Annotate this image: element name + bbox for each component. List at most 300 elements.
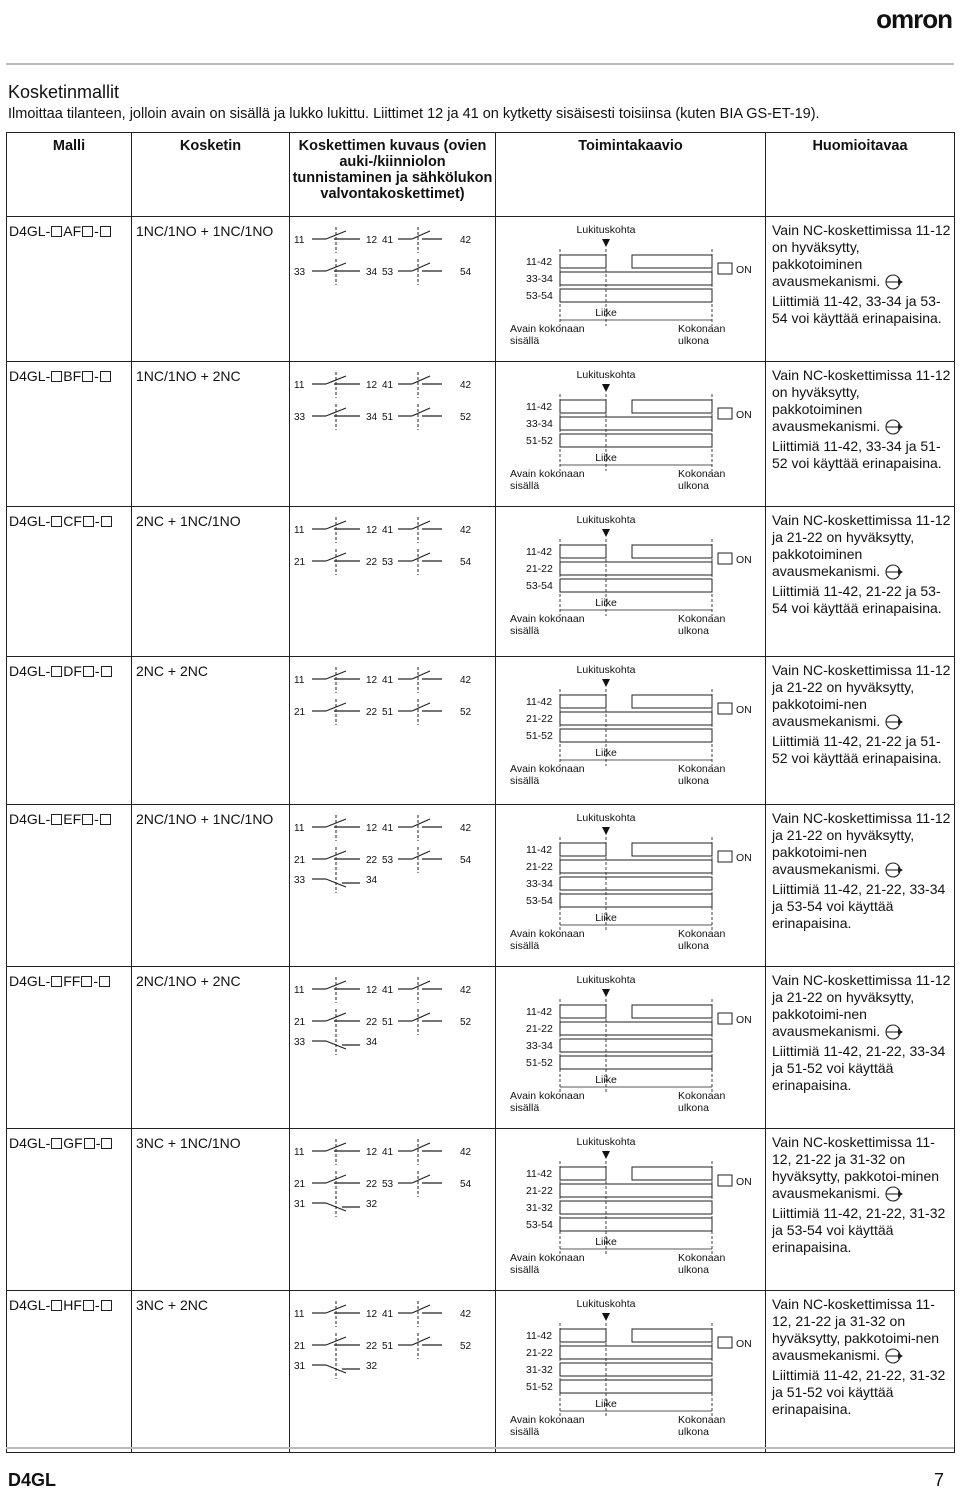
- timing-chart: [496, 657, 764, 796]
- timing-chart: [496, 805, 764, 961]
- chart-row-label: 11-42: [526, 1330, 553, 1342]
- chart-row-label: 11-42: [526, 401, 553, 413]
- contact-line: [294, 259, 472, 285]
- terminal-label: 21: [294, 1017, 306, 1028]
- avain-label: sisällä: [510, 1426, 540, 1438]
- contact-diagram: [290, 362, 494, 432]
- timing-chart-cell: [496, 1291, 766, 1453]
- terminal-label: 22: [366, 1017, 378, 1028]
- note-terminals: Liittimiä 11-42, 21-22, 33-34 ja 53-54 voi käyttää erinapaisina.: [772, 881, 946, 932]
- note-forced-opening: [772, 1296, 952, 1364]
- avain-label: Avain kokonaan: [510, 928, 585, 940]
- liike-label: Liike: [595, 1398, 617, 1410]
- on-bar: [632, 545, 712, 558]
- terminal-label: 42: [460, 235, 472, 246]
- lukituskohta-label: Lukituskohta: [576, 369, 636, 381]
- placeholder-box: [51, 371, 62, 382]
- terminal-label: 33: [294, 412, 306, 423]
- chart-row-label: 51-52: [526, 1057, 553, 1069]
- on-bar: [560, 1346, 712, 1359]
- on-bar: [560, 289, 712, 302]
- chart-row-label: 53-54: [526, 895, 553, 907]
- kokonaan-label: ulkona: [678, 775, 709, 787]
- on-legend-box: [718, 703, 732, 714]
- on-bar: [560, 1363, 712, 1376]
- timing-chart: [496, 967, 764, 1123]
- contact-line: [294, 1191, 378, 1217]
- forced-opening-icon: [884, 862, 904, 878]
- model-code: EF: [63, 811, 82, 827]
- model-code: AF: [63, 223, 82, 239]
- contact-line: [294, 372, 472, 398]
- on-bar: [560, 1380, 712, 1393]
- note-forced-opening: [772, 972, 952, 1040]
- model-cell: [7, 1129, 132, 1291]
- contact-table: [6, 132, 955, 1453]
- forced-opening-icon: [884, 274, 904, 290]
- placeholder-box: [51, 814, 62, 825]
- avain-label: Avain kokonaan: [510, 1090, 585, 1102]
- terminal-label: 41: [382, 380, 394, 391]
- liike-label: Liike: [595, 452, 617, 464]
- avain-label: sisällä: [510, 480, 540, 492]
- contact-line: [294, 1009, 472, 1035]
- lock-point-arrow: [602, 679, 610, 687]
- chart-row-label: 21-22: [526, 713, 553, 725]
- placeholder-box: [100, 371, 111, 382]
- placeholder-box: [51, 516, 62, 527]
- avain-label: Avain kokonaan: [510, 323, 585, 335]
- contact-line: [294, 867, 378, 893]
- on-bar: [560, 562, 712, 575]
- chart-row-label: 31-32: [526, 1364, 553, 1376]
- terminal-label: 11: [294, 235, 305, 246]
- on-bar: [560, 877, 712, 890]
- note-forced-opening: [772, 1134, 952, 1202]
- terminal-label: 11: [294, 675, 305, 686]
- timing-chart: [496, 1291, 764, 1447]
- contact-diagram-cell: [290, 1291, 496, 1453]
- note-text: Vain NC-koskettimissa 11-12 ja 21-22 on hyväksytty, pakkotoimi-nen avausmekanismi.: [772, 810, 951, 877]
- note-cell: [766, 507, 955, 657]
- terminal-label: 22: [366, 557, 378, 568]
- contact-line: [294, 699, 472, 725]
- on-bar: [560, 1005, 606, 1018]
- model-prefix: D4GL-: [9, 811, 51, 827]
- on-label: ON: [736, 1014, 752, 1026]
- placeholder-box: [101, 666, 112, 677]
- kokonaan-label: ulkona: [678, 1102, 709, 1114]
- model-cell: [7, 1291, 132, 1453]
- model-code: HF: [63, 1297, 82, 1313]
- chart-row-label: 51-52: [526, 730, 553, 742]
- model-dash: -: [95, 1135, 101, 1151]
- note-terminals: Liittimiä 11-42, 21-22, 33-34 ja 51-52 voi käyttää erinapaisina.: [772, 1043, 946, 1094]
- terminal-label: 54: [460, 267, 472, 278]
- lock-point-arrow: [602, 384, 610, 392]
- kokonaan-label: Kokonaan: [678, 928, 726, 940]
- table-row: [7, 1291, 955, 1453]
- contact-line: [294, 1301, 472, 1327]
- note-terminals: Liittimiä 11-42, 21-22 ja 53-54 voi käyttää erinapaisina.: [772, 583, 942, 617]
- on-bar: [632, 255, 712, 268]
- terminal-label: 11: [294, 1309, 305, 1320]
- placeholder-box: [81, 976, 92, 987]
- note-text: Vain NC-koskettimissa 11-12 ja 21-22 on hyväksytty, pakkotoiminen avausmekanismi.: [772, 512, 951, 579]
- contact-diagram: [290, 805, 494, 895]
- on-bar: [560, 1039, 712, 1052]
- header-kuvaus: Koskettimen kuvaus (ovien auki-/kiinniolon tunnistaminen ja sähkölukon valvontakoskettimet): [290, 133, 496, 217]
- timing-chart: [496, 1129, 764, 1285]
- header-huomioitavaa: Huomioitavaa: [766, 133, 955, 217]
- on-legend-box: [718, 1013, 732, 1024]
- contact-line: [294, 517, 472, 543]
- contact-line: [294, 1333, 472, 1359]
- terminal-label: 32: [366, 1199, 378, 1210]
- terminal-label: 54: [460, 855, 472, 866]
- terminal-label: 53: [382, 1179, 394, 1190]
- lukituskohta-label: Lukituskohta: [576, 224, 636, 236]
- model-cell: [7, 362, 132, 507]
- contact-diagram: [290, 1291, 494, 1381]
- table-row: [7, 362, 955, 507]
- contact-type-cell: 3NC + 2NC: [132, 1291, 290, 1453]
- on-bar: [560, 1184, 712, 1197]
- terminal-label: 33: [294, 267, 306, 278]
- contact-line: [294, 404, 472, 430]
- chart-row-label: 21-22: [526, 1023, 553, 1035]
- note-forced-opening: [772, 222, 952, 290]
- terminal-label: 12: [366, 235, 378, 246]
- table-header-row: [7, 133, 955, 217]
- on-bar: [560, 255, 606, 268]
- terminal-label: 42: [460, 525, 472, 536]
- on-bar: [560, 1167, 606, 1180]
- terminal-label: 34: [366, 1037, 378, 1048]
- liike-label: Liike: [595, 1074, 617, 1086]
- kokonaan-label: Kokonaan: [678, 1090, 726, 1102]
- contact-type-cell: 3NC + 1NC/1NO: [132, 1129, 290, 1291]
- terminal-label: 22: [366, 707, 378, 718]
- lukituskohta-label: Lukituskohta: [576, 514, 636, 526]
- model-prefix: D4GL-: [9, 973, 51, 989]
- omron-logo: omron: [876, 4, 952, 34]
- terminal-label: 42: [460, 823, 472, 834]
- placeholder-box: [100, 814, 111, 825]
- liike-label: Liike: [595, 912, 617, 924]
- terminal-label: 21: [294, 855, 306, 866]
- on-legend-box: [718, 263, 732, 274]
- on-bar: [560, 1056, 712, 1069]
- terminal-label: 41: [382, 1147, 394, 1158]
- placeholder-box: [51, 226, 62, 237]
- timing-chart-cell: [496, 217, 766, 362]
- on-legend-box: [718, 1337, 732, 1348]
- chart-row-label: 51-52: [526, 435, 553, 447]
- contact-diagram: [290, 1129, 494, 1219]
- chart-row-label: 53-54: [526, 1219, 553, 1231]
- placeholder-box: [83, 1300, 94, 1311]
- note-terminals: Liittimiä 11-42, 21-22 ja 51-52 voi käyttää erinapaisina.: [772, 733, 942, 767]
- avain-label: sisällä: [510, 335, 540, 347]
- top-divider: [6, 63, 954, 65]
- contact-diagram: [290, 217, 494, 287]
- chart-row-label: 21-22: [526, 1185, 553, 1197]
- on-label: ON: [736, 704, 752, 716]
- on-bar: [560, 1329, 606, 1342]
- note-terminals: Liittimiä 11-42, 21-22, 31-32 ja 53-54 voi käyttää erinapaisina.: [772, 1205, 946, 1256]
- table-row: [7, 217, 955, 362]
- chart-row-label: 11-42: [526, 256, 553, 268]
- contact-type-cell: 2NC + 1NC/1NO: [132, 507, 290, 657]
- table-row: [7, 1129, 955, 1291]
- terminal-label: 33: [294, 875, 306, 886]
- terminal-label: 54: [460, 1179, 472, 1190]
- terminal-label: 42: [460, 1309, 472, 1320]
- timing-chart-cell: [496, 1129, 766, 1291]
- note-text: Vain NC-koskettimissa 11-12, 21-22 ja 31-32 on hyväksytty, pakkotoi-minen avausmekanismi.: [772, 1134, 940, 1201]
- timing-chart-cell: [496, 507, 766, 657]
- on-bar: [560, 1218, 712, 1231]
- on-bar: [632, 1167, 712, 1180]
- terminal-label: 51: [382, 707, 394, 718]
- placeholder-box: [101, 516, 112, 527]
- lock-point-arrow: [602, 989, 610, 997]
- lukituskohta-label: Lukituskohta: [576, 1136, 636, 1148]
- contact-line: [294, 1139, 472, 1165]
- chart-row-label: 21-22: [526, 1347, 553, 1359]
- kokonaan-label: ulkona: [678, 480, 709, 492]
- on-bar: [560, 1022, 712, 1035]
- model-cell: [7, 805, 132, 967]
- model-code: CF: [63, 513, 82, 529]
- model-prefix: D4GL-: [9, 223, 51, 239]
- contact-type-cell: 2NC + 2NC: [132, 657, 290, 805]
- model-dash: -: [94, 663, 100, 679]
- forced-opening-icon: [884, 1024, 904, 1040]
- forced-opening-icon: [884, 714, 904, 730]
- terminal-label: 22: [366, 1179, 378, 1190]
- footer-product: D4GL: [8, 1470, 57, 1490]
- on-bar: [632, 1005, 712, 1018]
- note-cell: [766, 217, 955, 362]
- terminal-label: 41: [382, 985, 394, 996]
- header-kosketin: Kosketin: [132, 133, 290, 217]
- terminal-label: 12: [366, 525, 378, 536]
- table-row: [7, 967, 955, 1129]
- terminal-label: 52: [460, 412, 472, 423]
- contact-diagram-cell: [290, 657, 496, 805]
- contact-line: [294, 977, 472, 1003]
- terminal-label: 54: [460, 557, 472, 568]
- lukituskohta-label: Lukituskohta: [576, 974, 636, 986]
- on-bar: [632, 843, 712, 856]
- terminal-label: 51: [382, 1341, 394, 1352]
- note-forced-opening: [772, 367, 952, 435]
- lock-point-arrow: [602, 1151, 610, 1159]
- on-legend-box: [718, 851, 732, 862]
- note-terminals: Liittimiä 11-42, 33-34 ja 53-54 voi käyttää erinapaisina.: [772, 293, 942, 327]
- kokonaan-label: ulkona: [678, 940, 709, 952]
- placeholder-box: [84, 1138, 95, 1149]
- terminal-label: 12: [366, 380, 378, 391]
- note-text: Vain NC-koskettimissa 11-12 on hyväksytty, pakkotoiminen avausmekanismi.: [772, 367, 951, 434]
- placeholder-box: [51, 1138, 62, 1149]
- model-code: FF: [63, 973, 81, 989]
- model-cell: [7, 217, 132, 362]
- forced-opening-icon: [884, 1186, 904, 1202]
- timing-chart: [496, 362, 764, 501]
- placeholder-box: [51, 976, 62, 987]
- terminal-label: 41: [382, 823, 394, 834]
- terminal-label: 34: [366, 412, 378, 423]
- liike-label: Liike: [595, 307, 617, 319]
- on-bar: [560, 843, 606, 856]
- chart-row-label: 53-54: [526, 580, 553, 592]
- page-number: 7: [933, 1470, 944, 1490]
- kokonaan-label: Kokonaan: [678, 1414, 726, 1426]
- on-bar: [632, 1329, 712, 1342]
- contact-diagram-cell: [290, 805, 496, 967]
- note-text: Vain NC-koskettimissa 11-12, 21-22 ja 31-32 on hyväksytty, pakkotoimi-nen avausmekanismi.: [772, 1296, 940, 1363]
- chart-row-label: 33-34: [526, 418, 553, 430]
- terminal-label: 33: [294, 1037, 306, 1048]
- placeholder-box: [51, 666, 62, 677]
- liike-label: Liike: [595, 597, 617, 609]
- placeholder-box: [82, 814, 93, 825]
- avain-label: Avain kokonaan: [510, 763, 585, 775]
- terminal-label: 41: [382, 235, 394, 246]
- terminal-label: 12: [366, 823, 378, 834]
- chart-row-label: 21-22: [526, 861, 553, 873]
- timing-chart: [496, 507, 764, 646]
- on-bar: [632, 695, 712, 708]
- avain-label: sisällä: [510, 1102, 540, 1114]
- kokonaan-label: Kokonaan: [678, 763, 726, 775]
- lukituskohta-label: Lukituskohta: [576, 812, 636, 824]
- on-bar: [632, 400, 712, 413]
- note-forced-opening: [772, 662, 952, 730]
- on-bar: [560, 434, 712, 447]
- contact-line: [294, 815, 472, 841]
- lock-point-arrow: [602, 529, 610, 537]
- kokonaan-label: ulkona: [678, 1426, 709, 1438]
- on-label: ON: [736, 554, 752, 566]
- kokonaan-label: Kokonaan: [678, 1252, 726, 1264]
- kokonaan-label: Kokonaan: [678, 323, 726, 335]
- terminal-label: 42: [460, 675, 472, 686]
- avain-label: Avain kokonaan: [510, 1414, 585, 1426]
- bottom-divider: [6, 1447, 954, 1449]
- forced-opening-icon: [884, 564, 904, 580]
- note-cell: [766, 1291, 955, 1453]
- contact-diagram: [290, 657, 494, 727]
- note-terminals: Liittimiä 11-42, 21-22, 31-32 ja 51-52 voi käyttää erinapaisina.: [772, 1367, 946, 1418]
- on-bar: [560, 545, 606, 558]
- note-cell: [766, 657, 955, 805]
- contact-line: [294, 847, 472, 873]
- placeholder-box: [82, 226, 93, 237]
- on-label: ON: [736, 1338, 752, 1350]
- terminal-label: 22: [366, 855, 378, 866]
- on-label: ON: [736, 1176, 752, 1188]
- on-bar: [560, 272, 712, 285]
- on-bar: [560, 1201, 712, 1214]
- terminal-label: 53: [382, 267, 394, 278]
- on-legend-box: [718, 408, 732, 419]
- header-toimintakaavio: Toimintakaavio: [496, 133, 766, 217]
- contact-line: [294, 667, 472, 693]
- model-prefix: D4GL-: [9, 1297, 51, 1313]
- note-cell: [766, 1129, 955, 1291]
- kokonaan-label: ulkona: [678, 1264, 709, 1276]
- terminal-label: 34: [366, 875, 378, 886]
- timing-chart-cell: [496, 362, 766, 507]
- placeholder-box: [82, 371, 93, 382]
- kokonaan-label: Kokonaan: [678, 613, 726, 625]
- note-forced-opening: [772, 810, 952, 878]
- on-bar: [560, 712, 712, 725]
- model-code: BF: [63, 368, 82, 384]
- timing-chart-cell: [496, 805, 766, 967]
- placeholder-box: [83, 516, 94, 527]
- note-cell: [766, 805, 955, 967]
- timing-chart: [496, 217, 764, 356]
- contact-diagram-cell: [290, 362, 496, 507]
- terminal-label: 41: [382, 525, 394, 536]
- chart-row-label: 53-54: [526, 290, 553, 302]
- terminal-label: 41: [382, 1309, 394, 1320]
- lukituskohta-label: Lukituskohta: [576, 664, 636, 676]
- contact-diagram-cell: [290, 1129, 496, 1291]
- chart-row-label: 11-42: [526, 1006, 553, 1018]
- lock-point-arrow: [602, 827, 610, 835]
- placeholder-box: [83, 666, 94, 677]
- terminal-label: 31: [294, 1199, 306, 1210]
- model-cell: [7, 507, 132, 657]
- contact-diagram-cell: [290, 967, 496, 1129]
- terminal-label: 12: [366, 1147, 378, 1158]
- chart-row-label: 11-42: [526, 844, 553, 856]
- placeholder-box: [101, 1300, 112, 1311]
- on-legend-box: [718, 553, 732, 564]
- contact-type-cell: 2NC/1NO + 2NC: [132, 967, 290, 1129]
- on-bar: [560, 894, 712, 907]
- avain-label: Avain kokonaan: [510, 613, 585, 625]
- avain-label: sisällä: [510, 775, 540, 787]
- chart-row-label: 51-52: [526, 1381, 553, 1393]
- kokonaan-label: ulkona: [678, 335, 709, 347]
- terminal-label: 11: [294, 380, 305, 391]
- terminal-label: 41: [382, 675, 394, 686]
- timing-chart-cell: [496, 657, 766, 805]
- chart-row-label: 11-42: [526, 696, 553, 708]
- table-row: [7, 507, 955, 657]
- liike-label: Liike: [595, 1236, 617, 1248]
- terminal-label: 42: [460, 380, 472, 391]
- placeholder-box: [99, 976, 110, 987]
- contact-type-cell: 2NC/1NO + 1NC/1NO: [132, 805, 290, 967]
- model-dash: -: [94, 513, 100, 529]
- terminal-label: 53: [382, 557, 394, 568]
- chart-row-label: 33-34: [526, 878, 553, 890]
- forced-opening-icon: [884, 1348, 904, 1364]
- on-bar: [560, 417, 712, 430]
- chart-row-label: 33-34: [526, 273, 553, 285]
- terminal-label: 42: [460, 1147, 472, 1158]
- note-text: Vain NC-koskettimissa 11-12 on hyväksytty, pakkotoiminen avausmekanismi.: [772, 222, 951, 289]
- chart-row-label: 31-32: [526, 1202, 553, 1214]
